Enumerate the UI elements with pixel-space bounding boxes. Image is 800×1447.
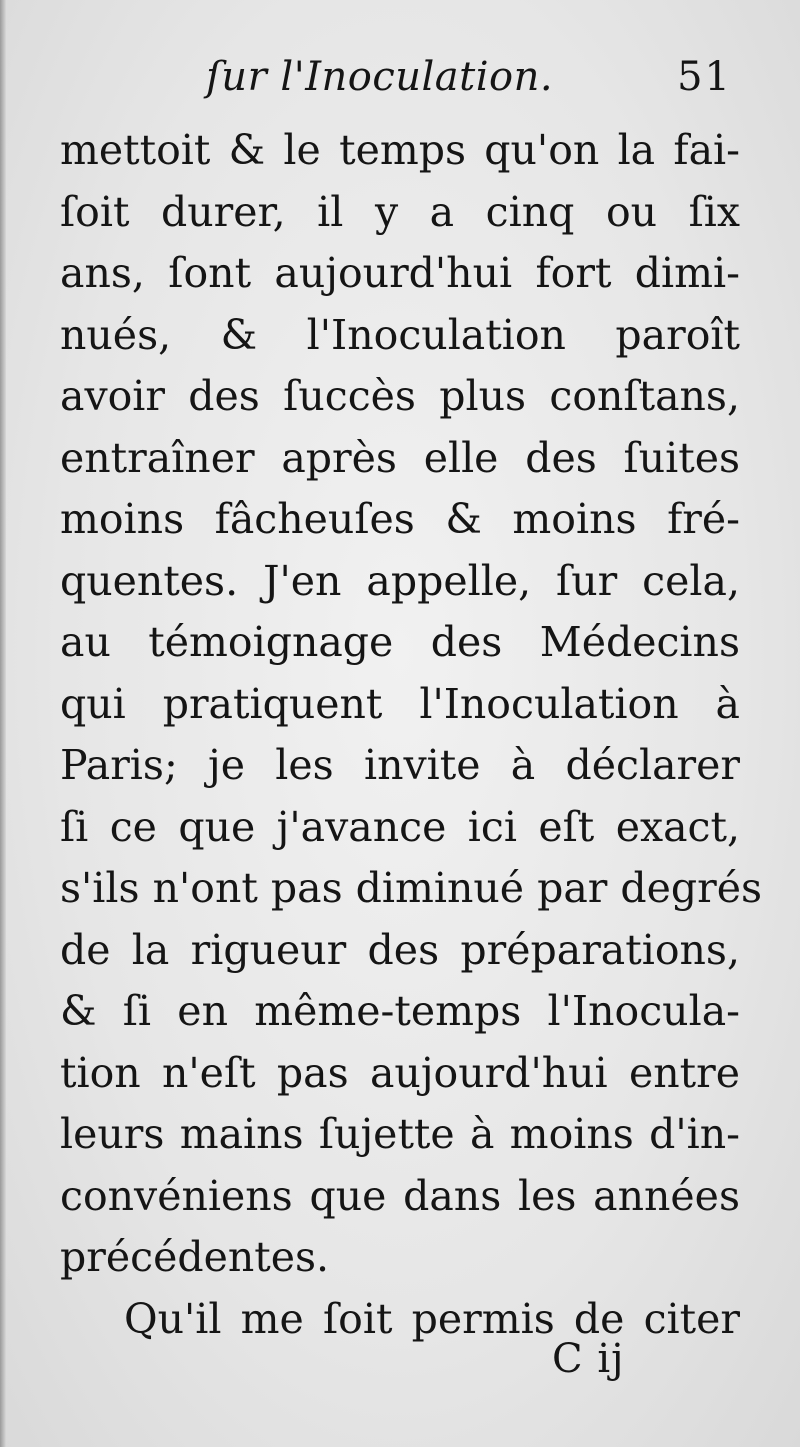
signature-mark: C ij	[552, 1336, 625, 1382]
text-line: & ſi en même-temps l'Inocula-	[60, 987, 740, 1035]
text-line: leurs mains ſujette à moins d'in-	[60, 1110, 740, 1158]
text-line: qui pratiquent l'Inoculation à	[60, 679, 740, 728]
text-line: entraîner après elle des ſuites	[60, 433, 740, 482]
text-line: ans, ſont aujourd'hui fort dimi-	[60, 249, 740, 297]
text-line: ſi ce que j'avance ici eſt exact,	[60, 802, 740, 851]
body-text	[60, 120, 763, 1350]
text-line: convéniens que dans les années	[60, 1171, 740, 1220]
text-line: Paris; je les invite à déclarer	[60, 741, 740, 789]
text-line: moins fâcheuſes & moins fré-	[60, 495, 740, 543]
page-number: 51	[677, 54, 732, 100]
page-header	[60, 54, 740, 114]
text-line: s'ils n'ont pas diminué par degrés	[60, 864, 763, 912]
text-line: mettoit & le temps qu'on la fai-	[60, 126, 740, 174]
running-title: ſur l'Inoculation.	[206, 54, 554, 100]
text-line: avoir des ſuccès plus conſtans,	[60, 372, 740, 420]
text-line: ſoit durer, il y a cinq ou ſix	[60, 187, 740, 236]
page-edge-shadow	[0, 0, 6, 1447]
text-line: au témoignage des Médecins	[60, 618, 740, 666]
text-line: tion n'eſt pas aujourd'hui entre	[60, 1048, 740, 1097]
paragraph-start-line: Qu'il me ſoit permis de citer	[124, 1294, 740, 1343]
text-line: quentes. J'en appelle, ſur cela,	[60, 556, 740, 605]
paragraph-end-line: précédentes.	[60, 1233, 330, 1281]
text-line: nués, & l'Inoculation paroît	[60, 310, 740, 359]
text-line: de la rigueur des préparations,	[60, 925, 740, 974]
